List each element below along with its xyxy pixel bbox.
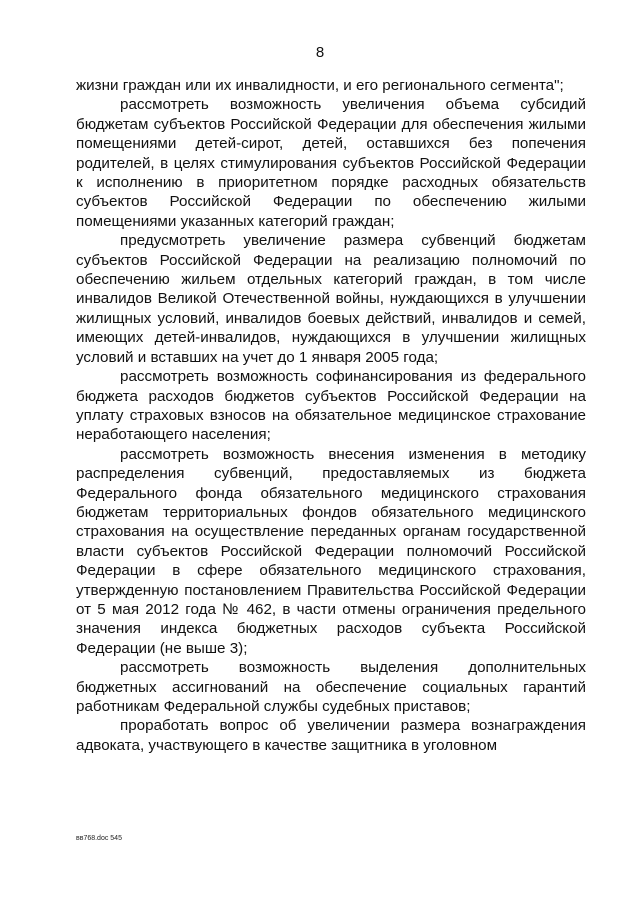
paragraph-bailiffs-guarantees: рассмотреть возможность выделения дополнительных бюджетных ассигнований на обеспечение социальных гарантий работникам Федеральной службы судебных приставов; <box>76 659 586 715</box>
paragraph-insurance-cofinancing: рассмотреть возможность софинансирования из федерального бюджета расходов бюджетов субъектов Российской Федерации на уплату страховых взносов на обязательное медицинское страхование неработающего населения; <box>76 368 586 444</box>
document-body <box>76 76 586 755</box>
paragraph-continuation: жизни граждан или их инвалидности, и его регионального сегмента"; <box>76 77 564 94</box>
paragraph-subsidies-orphans: рассмотреть возможность увеличения объема субсидий бюджетам субъектов Российской Федерации для обеспечения жилыми помещениями детей-сирот, детей, оставшихся без попечения родителей, в целях стимулирования субъектов Российской Федерации к исполнению в приоритетном порядке расходных обязательств субъектов Российской Федерации по обеспечению жилыми помещениями указанных категорий граждан; <box>76 96 586 230</box>
page-number: 8 <box>315 44 325 61</box>
paragraph-housing-subventions: предусмотреть увеличение размера субвенций бюджетам субъектов Российской Федерации на реализацию полномочий по обеспечению жильем отдельных категорий граждан, в том числе инвалидов Великой Отечественной войны, нуждающихся в улучшении жилищных условий, инвалидов боевых действий, инвалидов и семей, имеющих детей-инвалидов, нуждающихся в улучшении жилищных условий и вставших на учет до 1 января 2005 года; <box>76 232 586 366</box>
paragraph-advocate-remuneration: проработать вопрос об увеличении размера вознаграждения адвоката, участвующего в качестве защитника в уголовном <box>76 717 586 754</box>
paragraph-methodology-change: рассмотреть возможность внесения изменения в методику распределения субвенций, предоставляемых из бюджета Федерального фонда обязательного медицинского страхования бюджетам территориальных фондов обязательного медицинского страхования на осуществление переданных органам государственной власти субъектов Российской Федерации полномочий Российской Федерации в сфере обязательного медицинского страхования, утвержденную постановлением Правительства Российской Федерации от 5 мая 2012 года № 462, в части отмены ограничения предельного значения индекса бюджетных расходов субъекта Российской Федерации (не выше 3); <box>76 445 586 657</box>
footer-doc-id: вв768.doc 545 <box>76 835 122 842</box>
